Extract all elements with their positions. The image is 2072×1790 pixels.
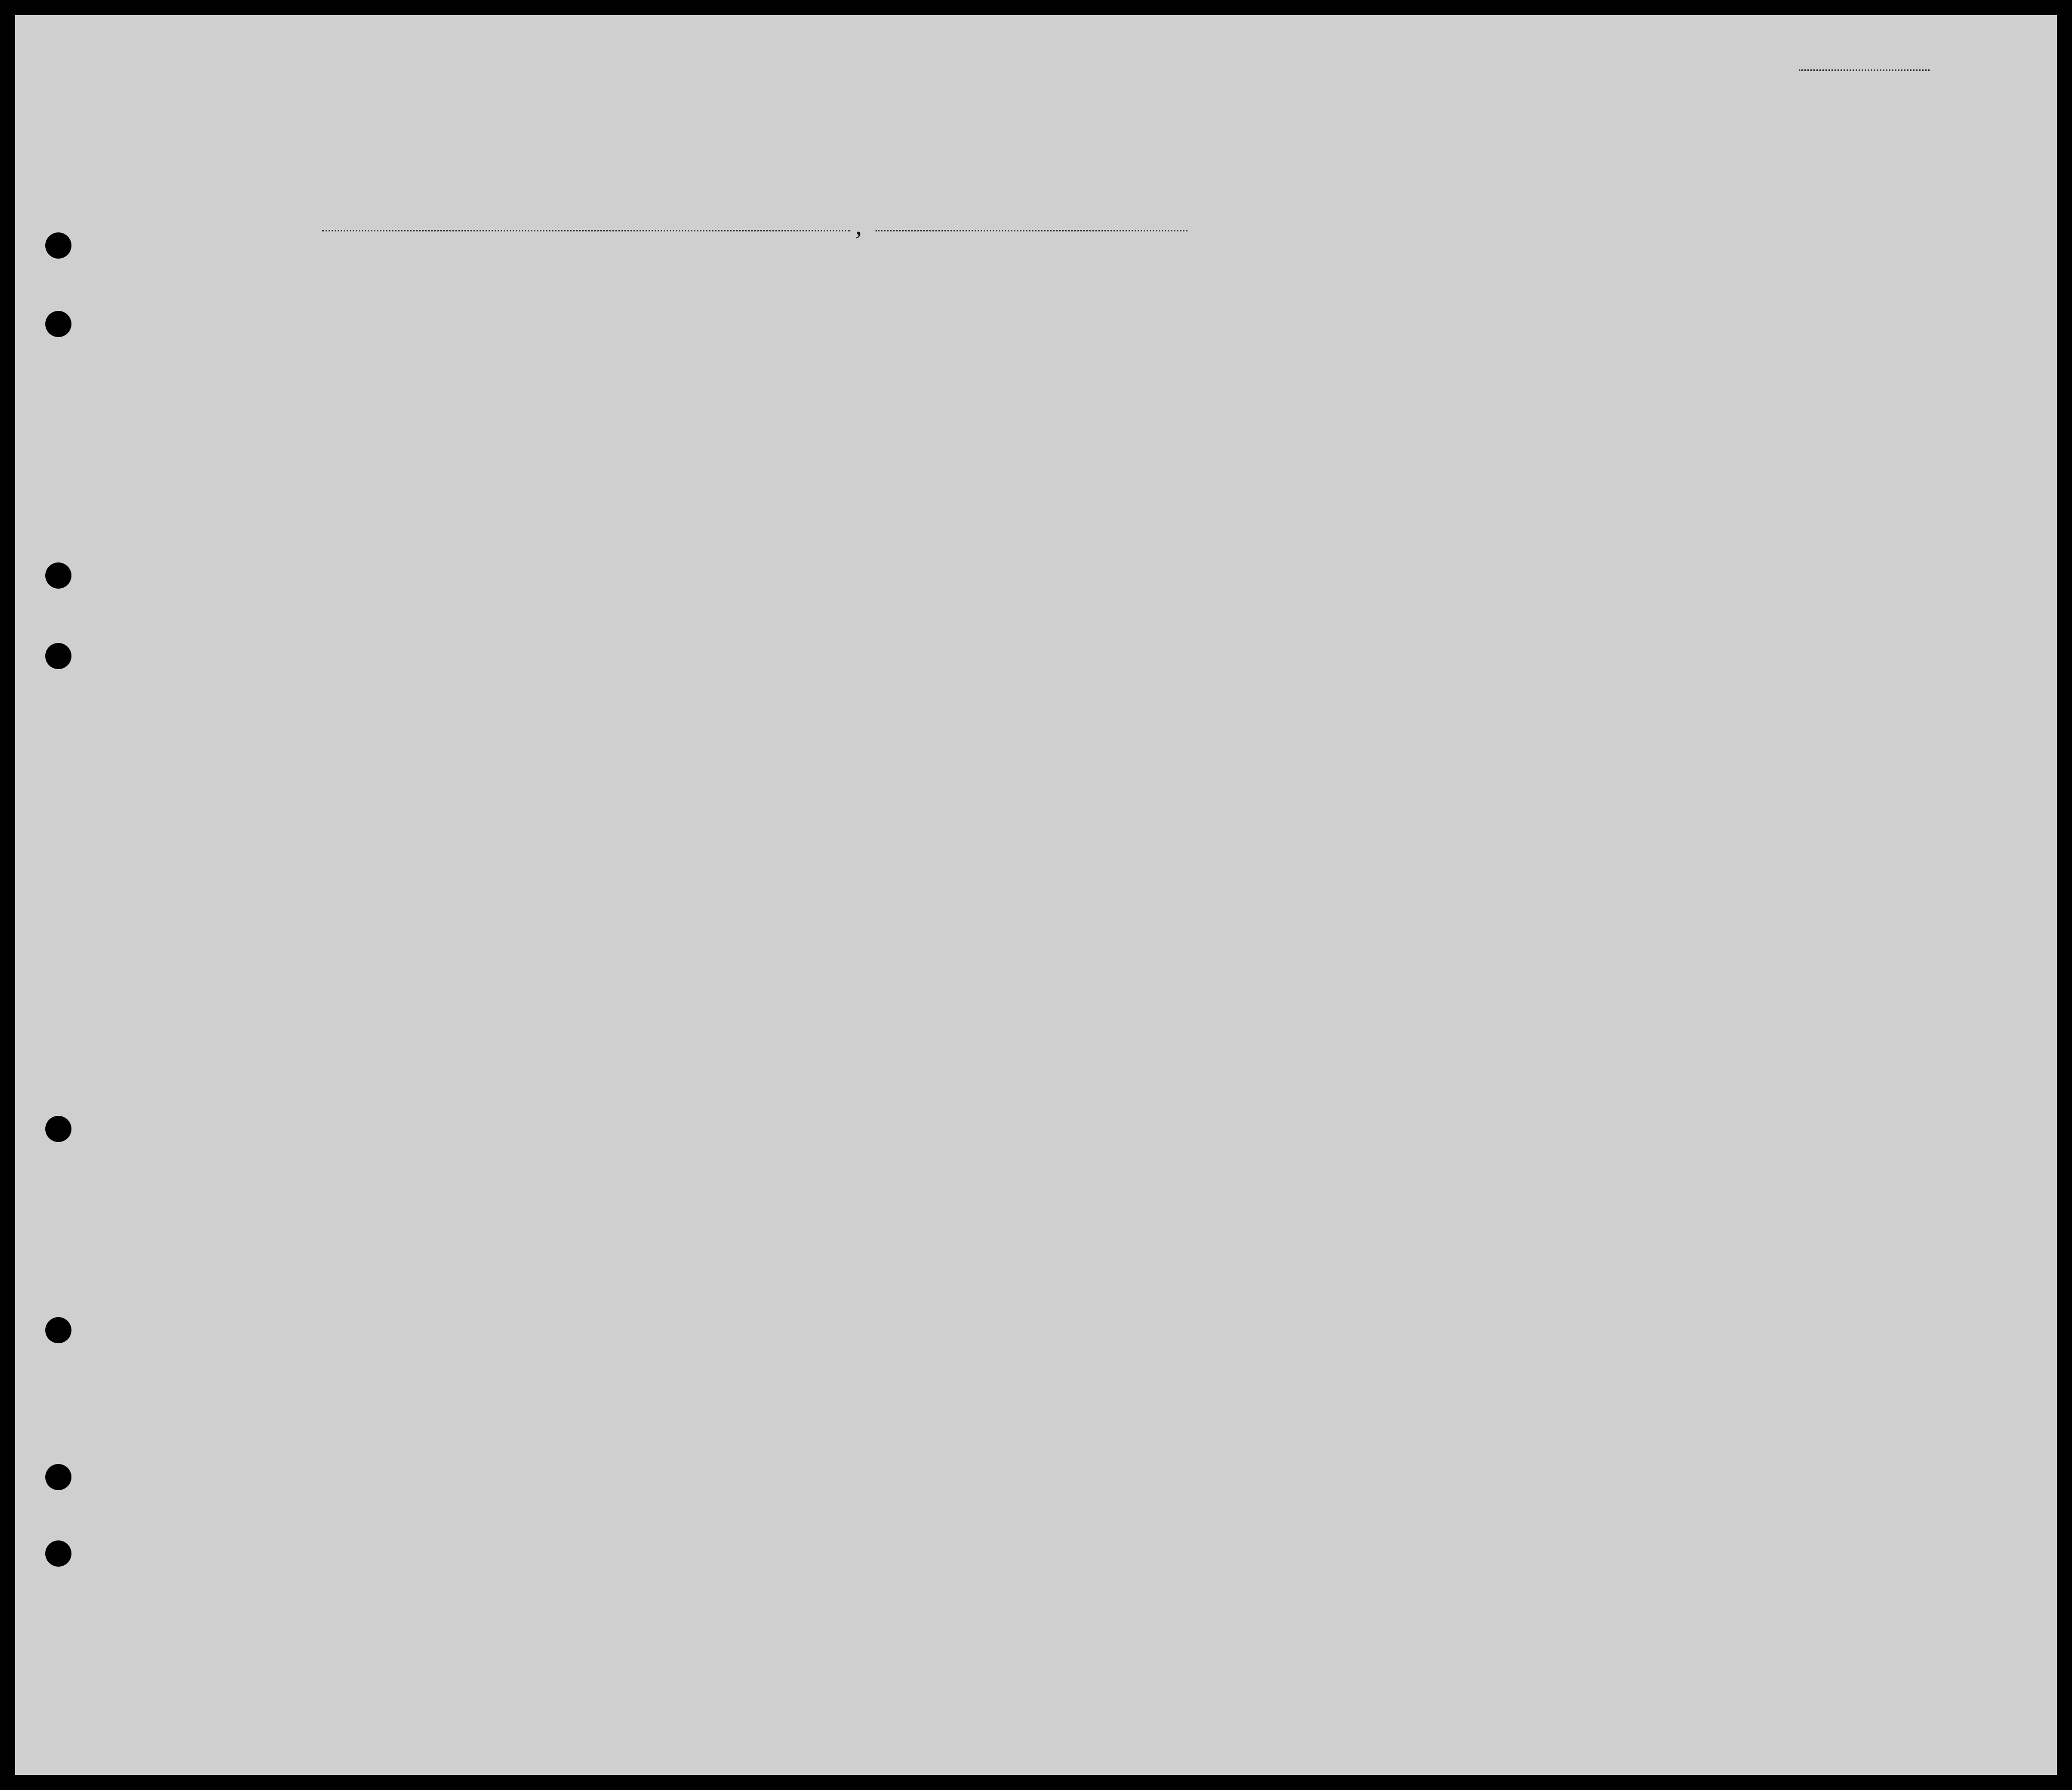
comma: , bbox=[855, 212, 862, 240]
